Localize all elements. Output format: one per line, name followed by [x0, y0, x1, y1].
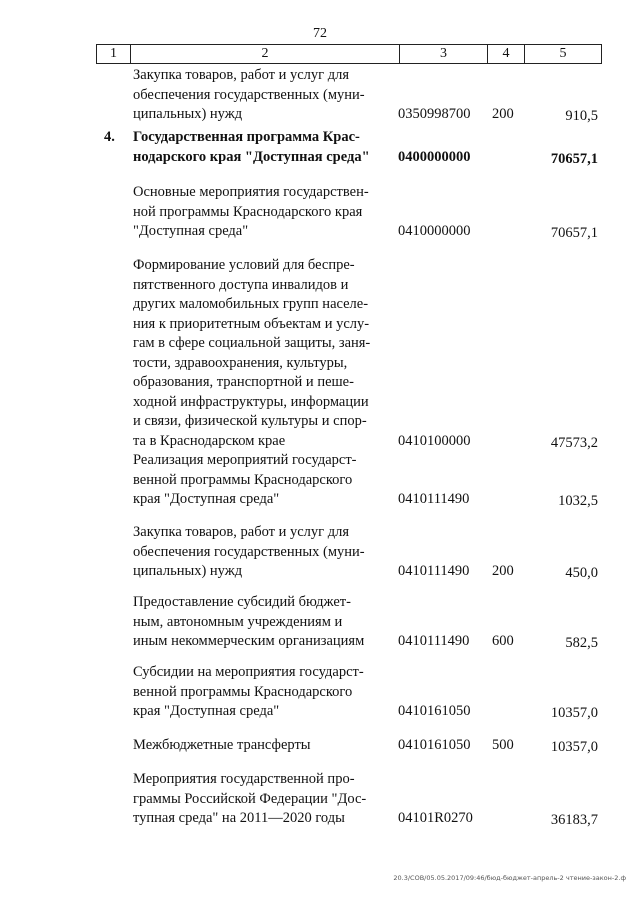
row-code: 04101R0270: [398, 810, 473, 826]
description-line: ходной инфраструктуры, информации: [133, 393, 369, 410]
row-description: [133, 183, 386, 242]
row-amount: 910,5: [565, 108, 598, 124]
description-line: Мероприятия государственной про-: [133, 771, 355, 787]
description-line: венной программы Краснодарского: [133, 471, 353, 488]
description-line: ципальных) нужд: [133, 563, 243, 579]
footer-file-path: 20.3/СОВ/05.05.2017/09:46/бюд-бюджет-апрель-2 чтение-закон-2.ф: [393, 874, 626, 882]
row-amount: 70657,1: [550, 150, 598, 167]
description-line: та в Краснодарском крае: [133, 432, 286, 449]
header-col-4: 4: [488, 45, 525, 63]
description-line: ной программы Краснодарского края: [133, 203, 363, 220]
row-code: 0410111490: [398, 633, 470, 649]
row-number: 4.: [104, 129, 115, 145]
description-line: Формирование условий для беспре-: [133, 257, 355, 273]
row-code: 0410100000: [398, 432, 471, 449]
description-line: ципальных) нужд: [133, 106, 243, 122]
description-line: нодарского края "Доступная среда": [133, 148, 370, 165]
row-amount: 70657,1: [550, 225, 598, 241]
row-description: [133, 663, 386, 722]
row-code: 0410161050: [398, 737, 471, 753]
row-code: 0350998700: [398, 106, 471, 122]
description-line: иным некоммерческим организациям: [133, 633, 365, 649]
row-expense-type: 200: [492, 563, 514, 579]
description-line: обеспечения государственных (муни-: [133, 86, 365, 103]
row-description: [133, 128, 386, 167]
description-line: Межбюджетные трансферты: [133, 737, 311, 753]
row-code: 0410111490: [398, 491, 470, 507]
row-description: [133, 736, 386, 756]
row-code: 0410111490: [398, 563, 470, 579]
row-expense-type: 200: [492, 106, 514, 122]
row-amount: 450,0: [565, 565, 598, 581]
description-line: края "Доступная среда": [133, 491, 280, 507]
table-header: [96, 44, 602, 64]
row-description: [133, 770, 386, 829]
description-line: тупная среда" на 2011—2020 годы: [133, 810, 345, 826]
description-line: Реализация мероприятий государст-: [133, 452, 357, 468]
description-line: Государственная программа Крас-: [133, 129, 360, 145]
description-line: "Доступная среда": [133, 223, 249, 239]
description-line: Основные мероприятия государствен-: [133, 184, 369, 200]
row-amount: 10357,0: [550, 705, 598, 721]
description-line: Предоставление субсидий бюджет-: [133, 594, 351, 610]
description-line: образования, транспортной и пеше-: [133, 374, 354, 390]
description-line: края "Доступная среда": [133, 703, 280, 719]
description-line: венной программы Краснодарского: [133, 683, 353, 700]
description-line: пятственного доступа инвалидов и: [133, 276, 349, 293]
row-description: [133, 593, 386, 652]
row-amount: 47573,2: [550, 434, 598, 451]
description-line: ным, автономным учреждениям и: [133, 613, 343, 630]
row-amount: 10357,0: [550, 739, 598, 755]
row-description: [133, 256, 386, 451]
description-line: граммы Российской Федерации "Дос-: [133, 790, 367, 807]
header-col-3: 3: [400, 45, 488, 63]
description-line: других маломобильных групп населе-: [133, 296, 369, 312]
header-col-1: 1: [97, 45, 131, 63]
row-description: [133, 66, 386, 125]
description-line: Закупка товаров, работ и услуг для: [133, 67, 350, 83]
row-code: 0410161050: [398, 703, 471, 719]
description-line: гам в сфере социальной защиты, заня-: [133, 335, 371, 351]
row-expense-type: 500: [492, 737, 514, 753]
row-description: [133, 523, 386, 582]
header-col-5: 5: [559, 46, 567, 61]
row-amount: 36183,7: [550, 812, 598, 828]
row-description: [133, 451, 386, 510]
header-col-2: 2: [131, 45, 400, 63]
description-line: Закупка товаров, работ и услуг для: [133, 524, 350, 540]
description-line: и связи, физической культуры и спор-: [133, 413, 367, 429]
description-line: Субсидии на мероприятия государст-: [133, 664, 364, 680]
description-line: ния к приоритетным объектам и услу-: [133, 315, 370, 332]
row-code: 0410000000: [398, 223, 471, 239]
row-amount: 1032,5: [558, 493, 598, 509]
description-line: тости, здравоохранения, культуры,: [133, 354, 348, 371]
page-number: 72: [313, 26, 327, 41]
description-line: обеспечения государственных (муни-: [133, 543, 365, 560]
row-amount: 582,5: [565, 635, 598, 651]
row-code: 0400000000: [398, 148, 471, 165]
row-expense-type: 600: [492, 633, 514, 649]
